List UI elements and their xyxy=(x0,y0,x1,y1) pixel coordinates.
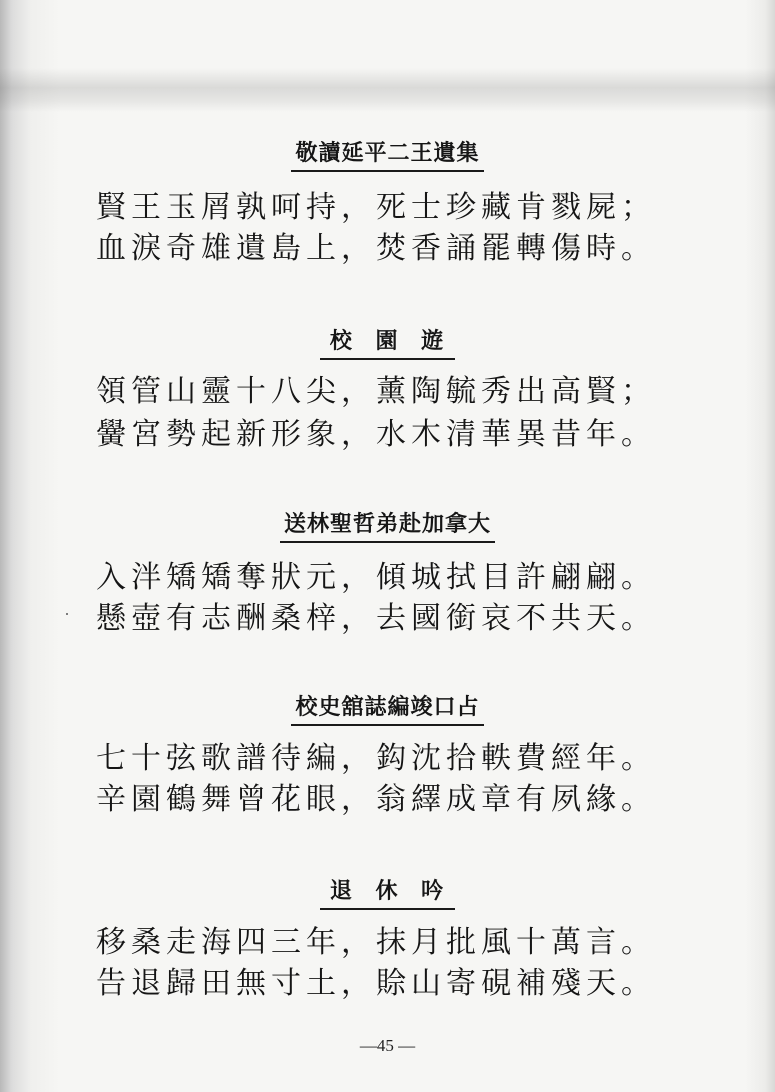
poem-title: 退 休 吟 xyxy=(0,874,775,910)
poem-line: 賢王玉屑孰呵持，死士珍藏肯戮屍； xyxy=(96,190,656,225)
poem-line: 血淚奇雄遺島上，焚香誦罷轉傷時。 xyxy=(96,231,656,266)
poem-line: 入泮矯矯奪狀元，傾城拭目許翩翩。 xyxy=(96,560,656,595)
poem-title: 校史舘誌編竣口占 xyxy=(0,690,775,726)
scan-speck xyxy=(66,613,68,615)
poem-line: 懸壺有志酬桑梓，去國銜哀不共天。 xyxy=(96,601,656,636)
poem-line: 七十弦歌譜待編，鈎沈拾軼費經年。 xyxy=(96,741,656,776)
poem-title: 敬讀延平二王遺集 xyxy=(0,136,775,172)
poem-line: 辛園鶴舞曾花眼，翁繹成章有夙緣。 xyxy=(96,782,656,817)
poem-line: 告退歸田無寸土，賒山寄硯補殘天。 xyxy=(96,966,656,1001)
poem-line: 領管山靈十八尖，薰陶毓秀出高賢； xyxy=(96,374,656,409)
poem-line: 黌宮勢起新形象，水木清華異昔年。 xyxy=(96,417,656,452)
poem-line: 移桑走海四三年，抹月批風十萬言。 xyxy=(96,925,656,960)
scan-shadow-band xyxy=(0,68,775,112)
page-number: —45 — xyxy=(359,1036,416,1055)
poem-title: 校 園 遊 xyxy=(0,324,775,360)
poem-title: 送林聖哲弟赴加拿大 xyxy=(0,507,775,543)
